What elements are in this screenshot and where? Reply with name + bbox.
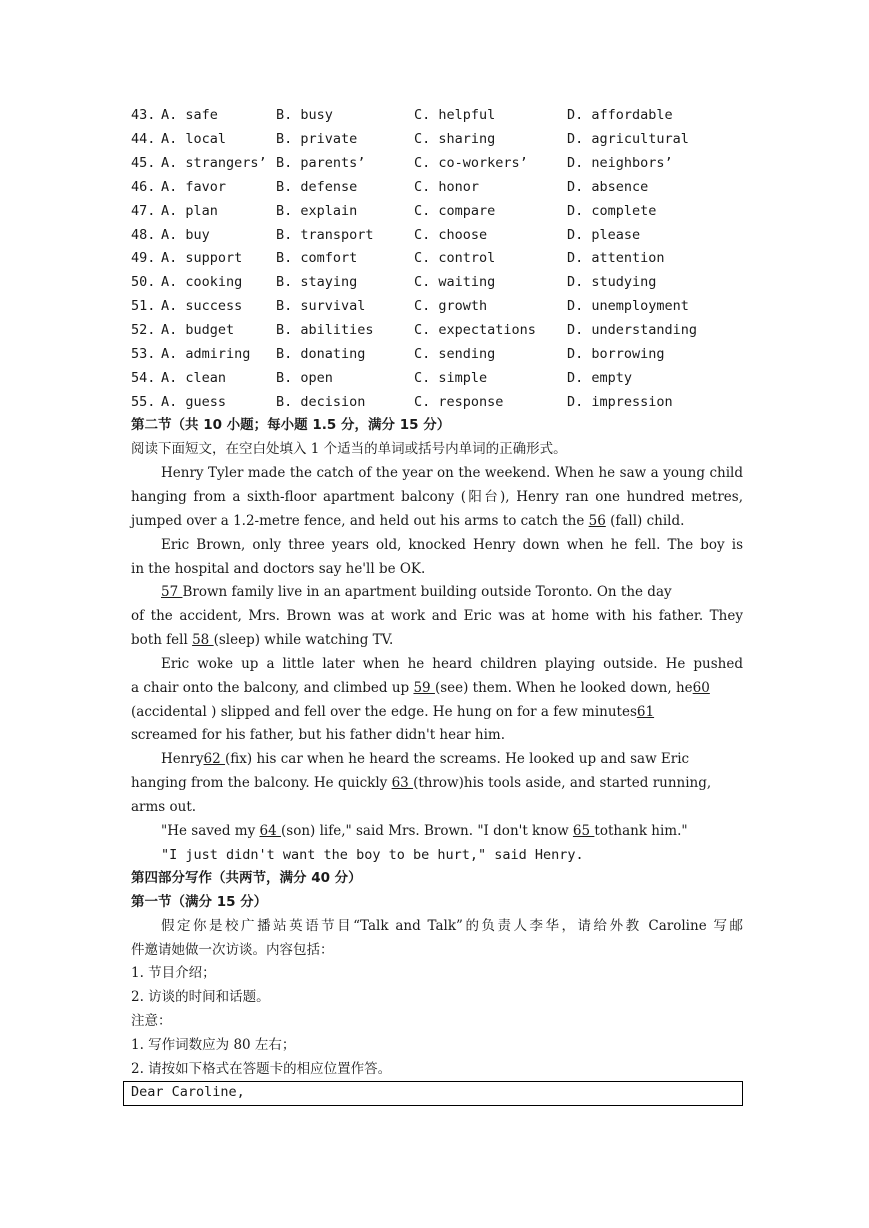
option-d: D. impression (567, 393, 673, 410)
blank-64: 64 (259, 823, 281, 839)
option-a: A. cooking (161, 274, 243, 291)
question-number: 52. (131, 322, 156, 339)
cloze-option-row (131, 392, 743, 412)
option-a: A. admiring (161, 346, 251, 362)
section2-instruction: 阅读下面短文，在空白处填入 1 个适当的单词或括号内单词的正确形式。 (131, 441, 567, 457)
option-b: B. explain (276, 202, 358, 219)
passage-line: hanging from the balcony. He quickly 63 (throw)his tools aside, and started running, (131, 775, 712, 791)
cloze-option-row (131, 177, 743, 197)
question-number: 51. (131, 298, 156, 315)
option-b: B. defense (276, 178, 358, 195)
option-d: D. understanding (567, 322, 698, 339)
passage-line: jumped over a 1.2-metre fence, and held out his arms to catch the 56 (fall) child. (131, 513, 685, 529)
option-a: A. success (161, 298, 243, 315)
option-b: B. busy (276, 107, 333, 123)
option-b: B. comfort (276, 250, 358, 267)
option-b: B. transport (276, 226, 374, 243)
letter-answer-box (123, 1081, 743, 1106)
part4-heading: 第四部分写作（共两节，满分 40 分） (131, 870, 362, 886)
option-c: C. simple (414, 369, 488, 386)
question-number: 48. (131, 226, 156, 243)
option-b: B. donating (276, 346, 366, 362)
notice-item: 1. 写作词数应为 80 左右； (131, 1037, 296, 1053)
cloze-option-row (131, 272, 743, 292)
cloze-option-row (131, 129, 743, 149)
option-c: C. compare (414, 202, 496, 219)
option-a: A. plan (161, 202, 218, 219)
blank-57: 57 (161, 584, 183, 600)
passage-line: of the accident, Mrs. Brown was at work and Eric was at home with his father. They (131, 608, 743, 624)
question-number: 43. (131, 107, 156, 123)
question-number: 50. (131, 274, 156, 291)
question-number: 47. (131, 202, 156, 219)
cloze-option-row (131, 248, 743, 268)
option-b: B. private (276, 130, 358, 147)
option-c: C. growth (414, 298, 488, 315)
option-c: C. choose (414, 226, 488, 243)
option-a: A. guess (161, 393, 227, 410)
passage-line: screamed for his father, but his father didn't hear him. (131, 727, 505, 743)
letter-salutation: Dear Caroline, (131, 1084, 245, 1100)
blank-60: 60 (692, 680, 710, 696)
cloze-option-row (131, 344, 743, 364)
cloze-option-row (131, 153, 743, 173)
question-number: 54. (131, 369, 156, 386)
option-a: A. local (161, 130, 227, 147)
option-d: D. neighbors’ (567, 154, 673, 171)
blank-61: 61 (636, 704, 655, 720)
cloze-option-row (131, 296, 743, 316)
option-c: C. co-workers’ (414, 154, 528, 171)
blank-62: 62 (203, 751, 226, 767)
option-b: B. survival (276, 298, 366, 315)
passage-line: Eric woke up a little later when he heard children playing outside. He pushed (161, 656, 743, 672)
option-a: A. clean (161, 369, 227, 386)
option-c: C. waiting (414, 274, 496, 291)
option-c: C. sending (414, 346, 496, 362)
option-a: A. strangers’ (161, 154, 267, 171)
cloze-option-row (131, 225, 743, 245)
notice-label: 注意： (131, 1013, 172, 1029)
option-d: D. affordable (567, 107, 673, 123)
option-d: D. borrowing (567, 346, 665, 362)
option-d: D. agricultural (567, 130, 689, 147)
task-item: 1. 节目介绍； (131, 965, 216, 981)
option-b: B. decision (276, 393, 366, 410)
option-d: D. attention (567, 250, 665, 267)
option-c: C. expectations (414, 322, 536, 339)
task-line: 件邀请她做一次访谈。内容包括： (131, 942, 334, 958)
option-d: D. unemployment (567, 298, 689, 315)
blank-58: 58 (192, 632, 214, 648)
passage-line: "He saved my 64 (son) life," said Mrs. Brown. "I don't know 65 tothank him." (161, 823, 688, 839)
option-d: D. complete (567, 202, 657, 219)
question-number: 46. (131, 178, 156, 195)
passage-line: Henry Tyler made the catch of the year on the weekend. When he saw a young child (161, 465, 743, 481)
question-number: 49. (131, 250, 156, 267)
question-number: 55. (131, 393, 156, 410)
option-c: C. helpful (414, 107, 496, 123)
passage-line: hanging from a sixth-floor apartment balcony (阳台), Henry ran one hundred metres, (131, 489, 743, 505)
passage-line: Henry62 (fix) his car when he heard the screams. He looked up and saw Eric (161, 751, 690, 767)
option-a: A. support (161, 250, 243, 267)
blank-63: 63 (391, 775, 414, 791)
question-number: 45. (131, 154, 156, 171)
passage-line: Eric Brown, only three years old, knocked Henry down when he fell. The boy is (161, 537, 743, 553)
question-number: 44. (131, 130, 156, 147)
section2-heading: 第二节（共 10 小题；每小题 1.5 分，满分 15 分） (131, 417, 451, 433)
passage-line: a chair onto the balcony, and climbed up 59 (see) them. When he looked down, he60 (131, 680, 710, 696)
option-a: A. budget (161, 322, 235, 339)
passage-line: 57 Brown family live in an apartment building outside Toronto. On the day (161, 584, 672, 600)
option-d: D. please (567, 226, 641, 243)
passage-line: in the hospital and doctors say he'll be OK. (131, 561, 426, 577)
option-a: A. safe (161, 107, 218, 123)
cloze-option-row (131, 320, 743, 340)
option-b: B. open (276, 369, 333, 386)
blank-59: 59 (413, 680, 435, 696)
option-c: C. honor (414, 178, 480, 195)
notice-item: 2. 请按如下格式在答题卡的相应位置作答。 (131, 1061, 392, 1077)
option-a: A. buy (161, 226, 210, 243)
blank-56: 56 (588, 513, 606, 529)
blank-65: 65 (572, 823, 595, 839)
cloze-option-row (131, 368, 743, 388)
option-c: C. control (414, 250, 496, 267)
passage-line: arms out. (131, 799, 197, 815)
option-b: B. abilities (276, 322, 374, 339)
option-a: A. favor (161, 178, 227, 195)
part4-subheading: 第一节（满分 15 分） (131, 894, 268, 910)
passage-line: (accidental ) slipped and fell over the edge. He hung on for a few minutes61 (131, 704, 655, 720)
option-d: D. absence (567, 178, 649, 195)
passage-line: "I just didn't want the boy to be hurt," said Henry. (161, 847, 584, 863)
question-number: 53. (131, 346, 156, 362)
task-item: 2. 访谈的时间和话题。 (131, 989, 270, 1005)
passage-line: both fell 58 (sleep) while watching TV. (131, 632, 394, 648)
option-c: C. sharing (414, 130, 496, 147)
cloze-option-row (131, 105, 743, 125)
option-b: B. parents’ (276, 154, 366, 171)
cloze-option-row (131, 201, 743, 221)
option-c: C. response (414, 393, 504, 410)
option-d: D. studying (567, 274, 657, 291)
option-b: B. staying (276, 274, 358, 291)
task-line: 假定你是校广播站英语节目“Talk and Talk”的负责人李华，请给外教 Caroline 写邮 (161, 918, 743, 934)
option-d: D. empty (567, 369, 633, 386)
